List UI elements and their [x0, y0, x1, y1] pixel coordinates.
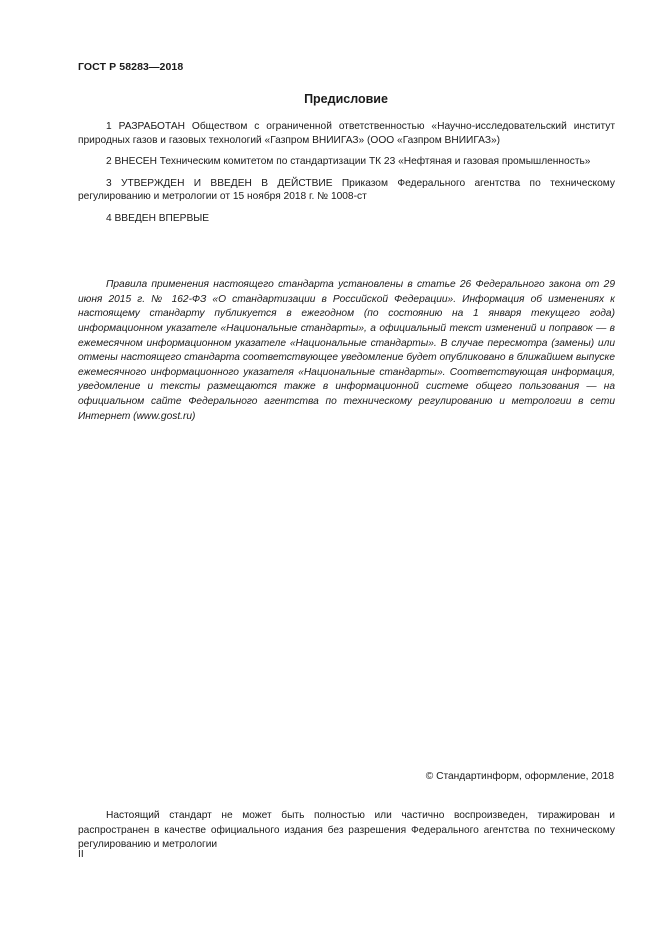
application-rules-notice: Правила применения настоящего стандарта установлены в статье 26 Федерального закона от 29 июня 2015 г. № 162-ФЗ «О стандартизации в Российской Федерации». Информация об изменениях к настоящему стандарту публикуется в ежегодном (по состоянию на 1 января текущего года) информационном указателе «Национальные стандарты», а официальный текст изменений и поправок — в ежемесячном информационном указателе «Национальные стандарты». В случае пересмотра (замены) или отмены настоящего стандарта соответствующее уведомление будет опубликовано в ближайшем выпуске ежемесячного информационного указателя «Национальные стандарты». Соответствующая информация, уведомление и тексты размещаются также в информационной системе общего пользования — на официальном сайте Федерального агентства по техническому регулированию и метрологии в сети Интернет (www.gost.ru) — [78, 279, 615, 422]
section-heading: Предисловие — [304, 92, 388, 106]
preface-items — [78, 120, 615, 234]
copyright-line: © Стандартинформ, оформление, 2018 — [425, 771, 614, 782]
reprint-restriction-notice: Настоящий стандарт не может быть полностью или частично воспроизведен, тиражирован и распространен в качестве официального издания без разрешения Федерального агентства по техническому регулированию и метрологии — [78, 810, 615, 850]
preface-item-approved: 3 УТВЕРЖДЕН И ВВЕДЕН В ДЕЙСТВИЕ Приказом Федерального агентства по техническому регулированию и метрологии от 15 ноября 2018 г. № 1008-ст — [78, 177, 615, 203]
preface-item-first-time: 4 ВВЕДЕН ВПЕРВЫЕ — [106, 212, 210, 224]
document-code: ГОСТ Р 58283—2018 — [78, 61, 184, 73]
preface-item-developed: 1 РАЗРАБОТАН Обществом с ограниченной ответственностью «Научно-исследовательский институт природных газов и газовых технологий «Газпром ВНИИГАЗ» (ООО «Газпром ВНИИГАЗ») — [78, 121, 615, 146]
page-number: II — [78, 849, 84, 860]
preface-item-introduced: 2 ВНЕСЕН Техническим комитетом по стандартизации ТК 23 «Нефтяная и газовая промышленность» — [106, 156, 591, 168]
